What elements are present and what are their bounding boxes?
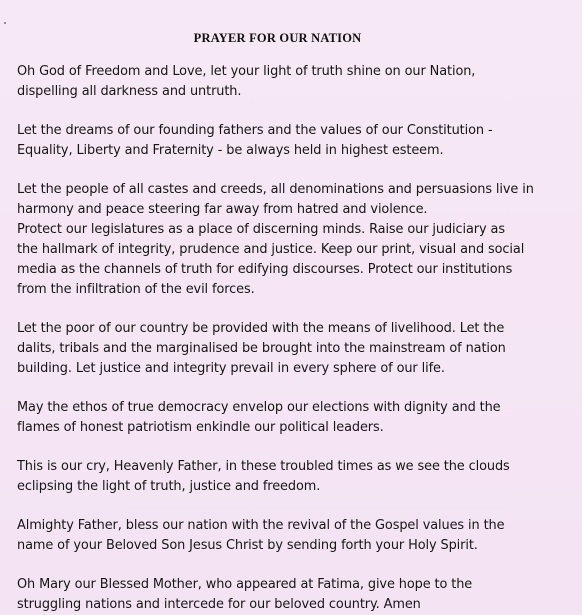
paragraph-institutions [17, 220, 549, 300]
text-line: building. Let justice and integrity prevail in every sphere of our life. [17, 361, 445, 376]
paragraph-almighty [17, 516, 549, 556]
text-line: Oh God of Freedom and Love, let your light of truth shine on our Nation, [17, 64, 476, 79]
text-line: eclipsing the light of truth, justice and freedom. [17, 479, 321, 494]
text-line: media as the channels of truth for edifying discourses. Protect our institutions [17, 262, 513, 277]
text-line: dalits, tribals and the marginalised be brought into the mainstream of nation [17, 341, 506, 356]
paragraph-democracy [17, 398, 549, 438]
text-line: struggling nations and intercede for our beloved country. Amen [17, 597, 421, 612]
text-line: Let the people of all castes and creeds, all denominations and persuasions live in [17, 182, 534, 197]
text-line: Protect our legislatures as a place of discerning minds. Raise our judiciary as [17, 222, 505, 237]
text-line: Let the poor of our country be provided with the means of livelihood. Let the [17, 321, 505, 336]
paragraph-opening [17, 62, 549, 102]
paragraph-poor [17, 319, 549, 379]
paragraph-harmony [17, 180, 549, 220]
text-line: from the infiltration of the evil forces. [17, 282, 255, 297]
text-line: harmony and peace steering far away from hatred and violence. [17, 202, 428, 217]
prayer-body [17, 62, 549, 615]
text-line: the hallmark of integrity, prudence and justice. Keep our print, visual and social [17, 242, 525, 257]
page-title: PRAYER FOR OUR NATION [193, 31, 362, 45]
text-line: This is our cry, Heavenly Father, in these troubled times as we see the clouds [17, 459, 510, 474]
text-line: dispelling all darkness and untruth. [17, 84, 242, 99]
text-line: Almighty Father, bless our nation with the revival of the Gospel values in the [17, 518, 505, 533]
text-line: May the ethos of true democracy envelop our elections with dignity and the [17, 400, 501, 415]
scan-speck [4, 22, 6, 24]
text-line: Oh Mary our Blessed Mother, who appeared at Fatima, give hope to the [17, 577, 473, 592]
text-line: Let the dreams of our founding fathers and the values of our Constitution - [17, 123, 493, 138]
text-line: flames of honest patriotism enkindle our political leaders. [17, 420, 384, 435]
text-line: name of your Beloved Son Jesus Christ by sending forth your Holy Spirit. [17, 538, 478, 553]
paragraph-founding-fathers [17, 121, 549, 161]
paragraph-cry [17, 457, 549, 497]
text-line: Equality, Liberty and Fraternity - be always held in highest esteem. [17, 143, 444, 158]
paragraph-mary [17, 575, 549, 615]
